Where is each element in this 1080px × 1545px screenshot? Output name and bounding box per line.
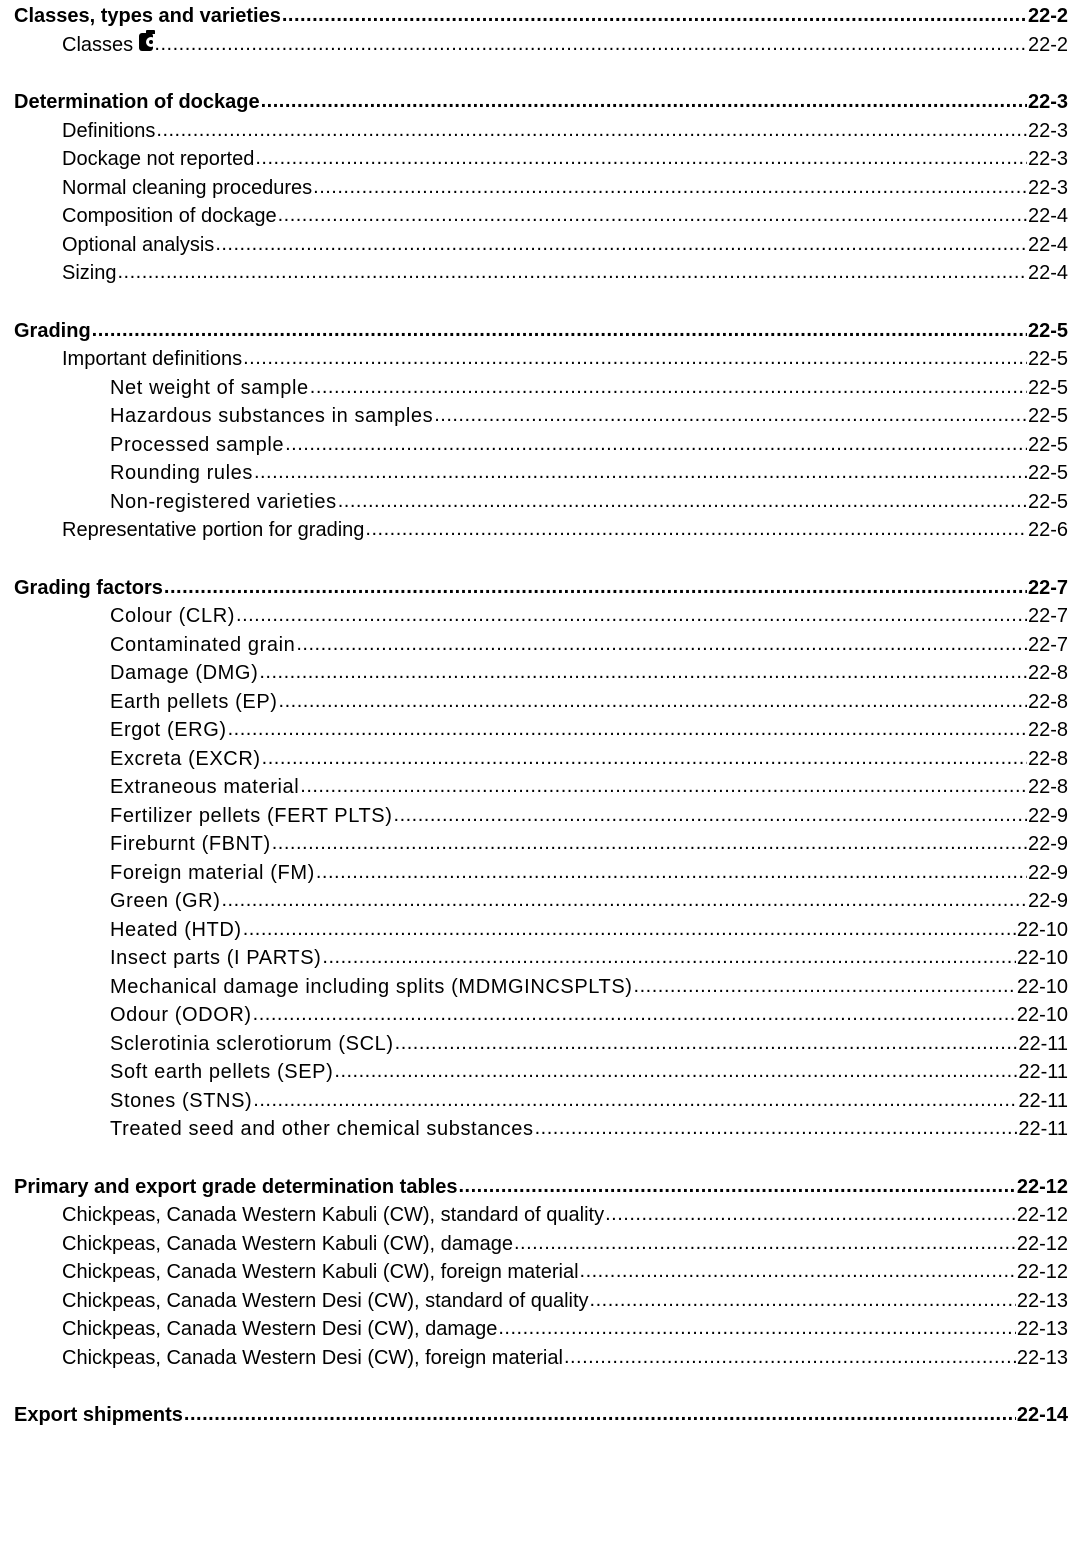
dot-leader xyxy=(262,744,1027,773)
dot-leader xyxy=(253,1000,1016,1029)
toc-entry-label: Net weight of sample xyxy=(110,376,309,399)
toc-page-number: 22-3 xyxy=(1027,119,1068,142)
toc-entry[interactable] xyxy=(14,688,1068,717)
toc-page-number: 22-13 xyxy=(1016,1318,1068,1340)
toc-entry[interactable] xyxy=(14,1058,1068,1087)
toc-entry-label: Grading xyxy=(14,319,91,342)
toc-entry-label: Mechanical damage including splits (MDMGINCSPLTS) xyxy=(110,975,633,998)
dot-leader xyxy=(338,487,1027,516)
toc-entry-label: Ergot (ERG) xyxy=(110,719,227,741)
toc-entry-label: Insect parts (I PARTS) xyxy=(110,947,322,969)
toc-entry-label: Fertilizer pellets (FERT PLTS) xyxy=(110,804,393,827)
toc-entry-label: Earth pellets (EP) xyxy=(110,690,278,713)
dot-leader xyxy=(296,630,1027,659)
toc-entry-label: Soft earth pellets (SEP) xyxy=(110,1061,334,1083)
dot-leader xyxy=(92,316,1027,345)
dot-leader xyxy=(580,1257,1016,1286)
toc-page-number: 22-11 xyxy=(1018,1061,1068,1083)
dot-leader xyxy=(590,1286,1016,1315)
toc-page-number: 22-5 xyxy=(1027,376,1068,399)
dot-leader xyxy=(334,1057,1017,1086)
toc-entry-label: Chickpeas, Canada Western Kabuli (CW), damage xyxy=(62,1232,513,1255)
toc-section-heading[interactable] xyxy=(14,2,1068,31)
toc-entry[interactable] xyxy=(14,145,1068,174)
toc-page-number: 22-8 xyxy=(1027,662,1068,684)
toc-entry[interactable] xyxy=(14,887,1068,916)
toc-entry-label: Sclerotinia sclerotiorum (SCL) xyxy=(110,1032,394,1055)
toc-section-heading[interactable] xyxy=(14,317,1068,346)
toc-entry-label: Classes xyxy=(62,33,134,56)
toc-entry[interactable] xyxy=(14,631,1068,660)
toc-entry[interactable] xyxy=(14,516,1068,545)
dot-leader xyxy=(278,201,1027,230)
toc-page-number: 22-10 xyxy=(1016,975,1068,998)
dot-leader xyxy=(498,1314,1015,1343)
toc-page-number: 22-8 xyxy=(1027,747,1068,770)
toc-entry[interactable] xyxy=(14,659,1068,688)
toc-entry-label: Stones (STNS) xyxy=(110,1089,253,1112)
toc-entry-label: Dockage not reported xyxy=(62,148,255,170)
toc-entry-label: Classes, types and varieties xyxy=(14,5,281,27)
toc-entry[interactable] xyxy=(14,1287,1068,1316)
dot-leader xyxy=(605,1200,1016,1229)
toc-entry-label: Hazardous substances in samples xyxy=(110,405,434,427)
dot-leader xyxy=(394,801,1027,830)
toc-page-number: 22-4 xyxy=(1027,262,1068,284)
toc-page-number: 22-10 xyxy=(1016,1004,1068,1026)
dot-leader xyxy=(313,173,1027,202)
toc-page-number: 22-14 xyxy=(1016,1404,1068,1426)
toc-page-number: 22-2 xyxy=(1027,5,1068,27)
toc-page-number: 22-5 xyxy=(1027,319,1068,342)
toc-entry-label: Treated seed and other chemical substances xyxy=(110,1118,534,1140)
dot-leader xyxy=(243,915,1016,944)
toc-entry[interactable] xyxy=(14,1115,1068,1144)
toc-entry-label: Rounding rules xyxy=(110,462,253,484)
toc-page-number: 22-13 xyxy=(1016,1289,1068,1312)
toc-entry[interactable] xyxy=(14,431,1068,460)
dot-leader xyxy=(535,1114,1018,1143)
toc-entry[interactable] xyxy=(14,830,1068,859)
toc-page-number: 22-4 xyxy=(1027,233,1068,256)
toc-page-number: 22-12 xyxy=(1016,1232,1068,1255)
dot-leader xyxy=(316,858,1027,887)
toc-entry[interactable] xyxy=(14,859,1068,888)
toc-entry-label: Sizing xyxy=(62,262,117,284)
dot-leader xyxy=(634,972,1016,1001)
toc-section-heading[interactable] xyxy=(14,574,1068,603)
toc-page-number: 22-11 xyxy=(1018,1032,1068,1055)
toc-page-number: 22-3 xyxy=(1027,91,1068,113)
toc-page-number: 22-3 xyxy=(1027,176,1068,199)
toc-entry-label: Definitions xyxy=(62,119,156,142)
toc-entry-label: Colour (CLR) xyxy=(110,605,236,627)
toc-entry[interactable] xyxy=(14,1201,1068,1230)
toc-page-number: 22-6 xyxy=(1027,519,1068,541)
toc-entry-label: Important definitions xyxy=(62,348,243,370)
toc-page-number: 22-4 xyxy=(1027,205,1068,227)
dot-leader xyxy=(272,829,1027,858)
toc-entry-label: Odour (ODOR) xyxy=(110,1004,252,1026)
toc-page-number: 22-11 xyxy=(1018,1089,1068,1112)
dot-leader xyxy=(564,1343,1016,1372)
toc-page-number: 22-3 xyxy=(1027,148,1068,170)
toc-entry-label: Chickpeas, Canada Western Kabuli (CW), foreign material xyxy=(62,1261,579,1283)
toc-entry[interactable] xyxy=(14,773,1068,802)
dot-leader xyxy=(300,772,1027,801)
toc-section-heading[interactable] xyxy=(14,1401,1068,1430)
toc-entry-label: Grading factors xyxy=(14,576,163,599)
toc-page-number: 22-9 xyxy=(1027,833,1068,855)
toc-entry[interactable] xyxy=(14,1030,1068,1059)
dot-leader xyxy=(254,458,1027,487)
dot-leader xyxy=(236,601,1027,630)
toc-entry[interactable] xyxy=(14,402,1068,431)
toc-entry[interactable] xyxy=(14,345,1068,374)
dot-leader xyxy=(434,401,1027,430)
toc-page-number: 22-8 xyxy=(1027,776,1068,798)
toc-entry[interactable] xyxy=(14,488,1068,517)
toc-entry[interactable] xyxy=(14,374,1068,403)
toc-section-heading[interactable] xyxy=(14,1173,1068,1202)
toc-entry-label: Normal cleaning procedures xyxy=(62,176,313,199)
toc-entry-label: Non-registered varieties xyxy=(110,490,337,513)
toc-page-number: 22-5 xyxy=(1027,405,1068,427)
dot-leader xyxy=(228,715,1027,744)
toc-entry[interactable] xyxy=(14,716,1068,745)
toc-entry[interactable] xyxy=(14,174,1068,203)
toc-entry-label: Excreta (EXCR) xyxy=(110,747,261,770)
toc-entry[interactable] xyxy=(14,1230,1068,1259)
toc-page-number: 22-9 xyxy=(1027,890,1068,912)
toc-page-number: 22-9 xyxy=(1027,861,1068,884)
toc-page-number: 22-8 xyxy=(1027,719,1068,741)
toc-entry-label: Heated (HTD) xyxy=(110,918,242,941)
toc-entry-label: Determination of dockage xyxy=(14,91,260,113)
dot-leader xyxy=(282,1,1027,30)
toc-page-number: 22-5 xyxy=(1027,433,1068,456)
toc-page-number: 22-7 xyxy=(1027,576,1068,599)
toc-entry[interactable] xyxy=(14,459,1068,488)
toc-page-number: 22-8 xyxy=(1027,690,1068,713)
toc-entry-label: Fireburnt (FBNT) xyxy=(110,833,271,855)
toc-page-number: 22-7 xyxy=(1027,605,1068,627)
dot-leader xyxy=(261,87,1027,116)
toc-entry-label: Chickpeas, Canada Western Desi (CW), foreign material xyxy=(62,1346,563,1369)
dot-leader xyxy=(117,258,1026,287)
toc-entry-label: Extraneous material xyxy=(110,776,300,798)
toc-entry[interactable] xyxy=(14,1258,1068,1287)
toc-page-number: 22-5 xyxy=(1027,348,1068,370)
toc-entry[interactable] xyxy=(14,973,1068,1002)
dot-leader xyxy=(215,230,1027,259)
toc-page-number: 22-10 xyxy=(1016,918,1068,941)
toc-entry-label: Damage (DMG) xyxy=(110,662,259,684)
dot-leader xyxy=(255,144,1027,173)
toc-page-number: 22-12 xyxy=(1016,1175,1068,1198)
toc-entry-label: Green (GR) xyxy=(110,890,221,912)
toc-page-number: 22-13 xyxy=(1016,1346,1068,1369)
dot-leader xyxy=(365,515,1027,544)
dot-leader xyxy=(253,1086,1017,1115)
toc-entry[interactable] xyxy=(14,117,1068,146)
toc-page-number: 22-12 xyxy=(1016,1204,1068,1226)
toc-page-number: 22-10 xyxy=(1016,947,1068,969)
table-of-contents xyxy=(14,2,1068,1430)
toc-entry[interactable] xyxy=(14,1315,1068,1344)
toc-entry-label: Export shipments xyxy=(14,1404,183,1426)
toc-page-number: 22-5 xyxy=(1027,490,1068,513)
toc-entry-label: Chickpeas, Canada Western Desi (CW), standard of quality xyxy=(62,1289,589,1312)
dot-leader xyxy=(279,687,1027,716)
dot-leader xyxy=(322,943,1015,972)
toc-page-number: 22-7 xyxy=(1027,633,1068,656)
dot-leader xyxy=(310,373,1027,402)
dot-leader xyxy=(395,1029,1018,1058)
toc-entry[interactable] xyxy=(14,1344,1068,1373)
toc-entry-label: Contaminated grain xyxy=(110,633,296,656)
toc-section-heading[interactable] xyxy=(14,88,1068,117)
dot-leader xyxy=(156,116,1027,145)
toc-entry-label: Optional analysis xyxy=(62,233,215,256)
toc-page-number: 22-12 xyxy=(1016,1261,1068,1283)
toc-entry[interactable] xyxy=(14,1001,1068,1030)
dot-leader xyxy=(164,573,1027,602)
toc-entry-label: Processed sample xyxy=(110,433,285,456)
toc-entry[interactable] xyxy=(14,31,1068,60)
toc-entry-label: Chickpeas, Canada Western Desi (CW), damage xyxy=(62,1318,498,1340)
dot-leader xyxy=(154,30,1027,59)
dot-leader xyxy=(458,1172,1015,1201)
dot-leader xyxy=(285,430,1027,459)
toc-entry-label: Chickpeas, Canada Western Kabuli (CW), standard of quality xyxy=(62,1204,605,1226)
dot-leader xyxy=(514,1229,1016,1258)
toc-entry-label: Representative portion for grading xyxy=(62,519,365,541)
toc-entry[interactable] xyxy=(14,231,1068,260)
toc-entry[interactable] xyxy=(14,944,1068,973)
toc-entry[interactable] xyxy=(14,602,1068,631)
toc-entry[interactable] xyxy=(14,916,1068,945)
dot-leader xyxy=(243,344,1027,373)
toc-entry-label: Composition of dockage xyxy=(62,205,277,227)
dot-leader xyxy=(221,886,1027,915)
toc-entry[interactable] xyxy=(14,745,1068,774)
toc-page-number: 22-11 xyxy=(1018,1118,1068,1140)
dot-leader xyxy=(184,1400,1016,1429)
toc-entry[interactable] xyxy=(14,802,1068,831)
toc-entry-label: Primary and export grade determination tables xyxy=(14,1175,458,1198)
toc-entry-label: Foreign material (FM) xyxy=(110,861,315,884)
toc-page-number: 22-9 xyxy=(1027,804,1068,827)
toc-entry[interactable] xyxy=(14,259,1068,288)
toc-page-number: 22-5 xyxy=(1027,462,1068,484)
camera-icon[interactable] xyxy=(139,33,153,51)
toc-entry[interactable] xyxy=(14,1087,1068,1116)
toc-entry[interactable] xyxy=(14,202,1068,231)
toc-page-number: 22-2 xyxy=(1027,33,1068,56)
dot-leader xyxy=(259,658,1027,687)
